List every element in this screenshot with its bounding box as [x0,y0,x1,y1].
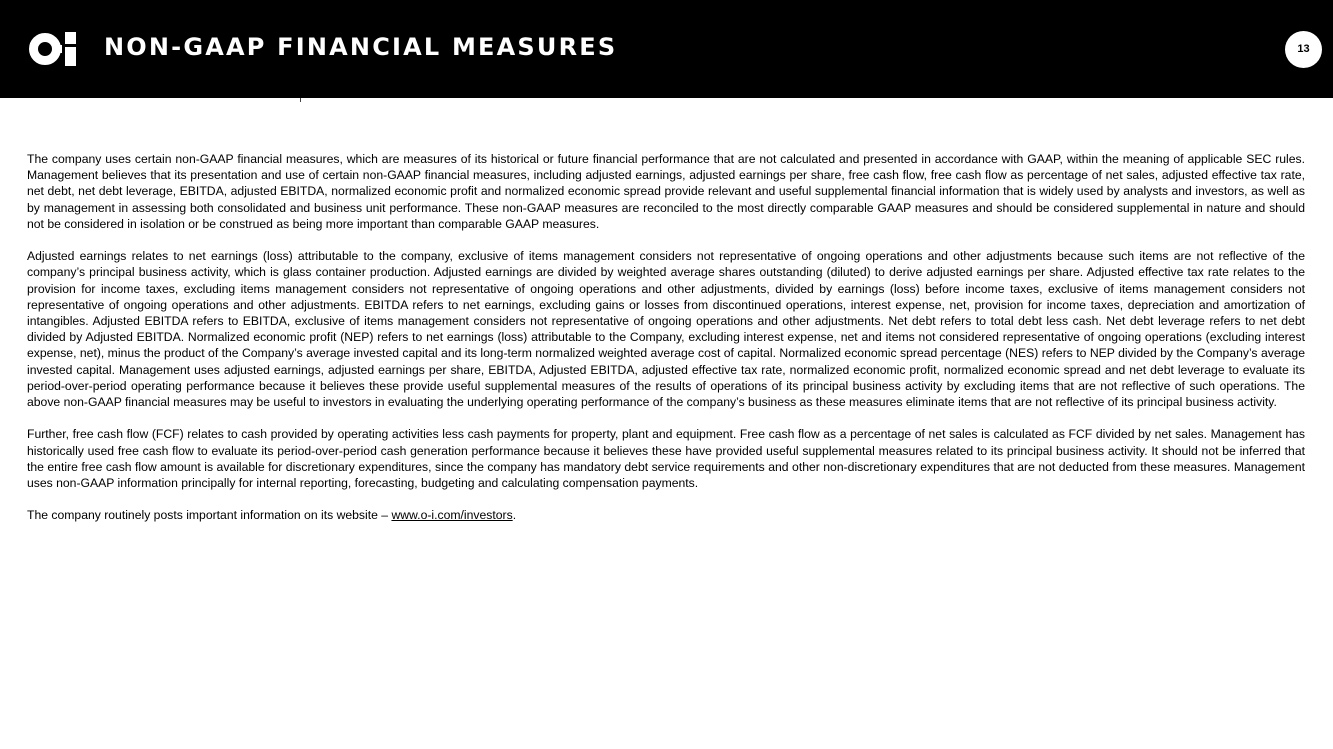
body-text [27,151,1305,540]
divider-mark [300,98,301,102]
investors-link[interactable]: www.o-i.com/investors [391,508,513,523]
paragraph-non-gaap-overview: The company uses certain non-GAAP financial measures, which are measures of its historical or future financial performance that are not calculated and presented in accordance with GAAP, within the meaning of applicable SEC rules. Management believes that its presentation and use of certain non-GAAP financial measures, including adjusted earnings, adjusted earnings per share, free cash flow, free cash flow as percentage of net sales, adjusted effective tax rate, net debt, net debt leverage, EBITDA, adjusted EBITDA, normalized economic profit and normalized economic spread provide relevant and useful supplemental financial information that is widely used by analysts and investors, as well as by management in assessing both consolidated and business unit performance. These non-GAAP measures are reconciled to the most directly comparable GAAP measures and should be considered supplemental in nature and should not be considered in isolation or be construed as being more important than comparable GAAP measures. [27,152,1305,231]
website-text: The company routinely posts important information on its website – [27,508,392,523]
page-title: NON-GAAP FINANCIAL MEASURES [104,33,618,61]
paragraph-free-cash-flow: Further, free cash flow (FCF) relates to cash provided by operating activities less cash payments for property, plant and equipment. Free cash flow as a percentage of net sales is calculated as FCF divided by net sales. Management has historically used free cash flow to evaluate its period-over-period cash generation performance because it believes these have provided useful supplemental measures related to its principal business activity. It should not be inferred that the entire free cash flow amount is available for discretionary expenditures, since the company has mandatory debt service requirements and other non-discretionary expenditures that are not deducted from these measures. Management uses non-GAAP information principally for internal reporting, forecasting, budgeting and calculating compensation payments. [27,427,1305,491]
page-number-badge: 13 [1285,31,1322,68]
header-bar [0,0,1333,98]
paragraph-adjusted-earnings: Adjusted earnings relates to net earnings (loss) attributable to the company, exclusive of items management considers not representative of ongoing operations and other adjustments because such items are not reflective of the company’s principal business activity, which is glass container production. Adjusted earnings are divided by weighted average shares outstanding (diluted) to derive adjusted earnings per share. Adjusted effective tax rate relates to the provision for income taxes, excluding items management considers not representative of ongoing operations and other adjustments, divided by earnings (loss) before income taxes, exclusive of items management considers not representative of ongoing operations and other adjustments. EBITDA refers to net earnings, excluding gains or losses from discontinued operations, interest expense, net, provision for income taxes, depreciation and amortization of intangibles. Adjusted EBITDA refers to EBITDA, exclusive of items management considers not representative of ongoing operations and other adjustments. Net debt refers to total debt less cash. Net debt leverage refers to net debt divided by Adjusted EBITDA. Normalized economic profit (NEP) refers to net earnings (loss) attributable to the Company, excluding interest expense, net and items not considered representative of ongoing operations (excluding interest expense, net), minus the product of the Company’s average invested capital and its long-term normalized weighted average cost of capital. Normalized economic spread percentage (NES) refers to NEP divided by the Company’s average invested capital. Management uses adjusted earnings, adjusted earnings per share, EBITDA, Adjusted EBITDA, adjusted effective tax rate, normalized economic profit, normalized economic spread and net debt leverage to evaluate its period-over-period operating performance because it believes these provide useful supplemental measures of the results of operations of its principal business activity by excluding items that are not reflective of such operations. The above non-GAAP financial measures may be useful to investors in evaluating the underlying operating performance of the company’s business as these measures eliminate items that are not reflective of its principal business activity. [27,249,1305,410]
o-i-logo-icon [28,32,78,66]
paragraph-website [27,507,1305,523]
website-text-end: . [512,508,517,523]
